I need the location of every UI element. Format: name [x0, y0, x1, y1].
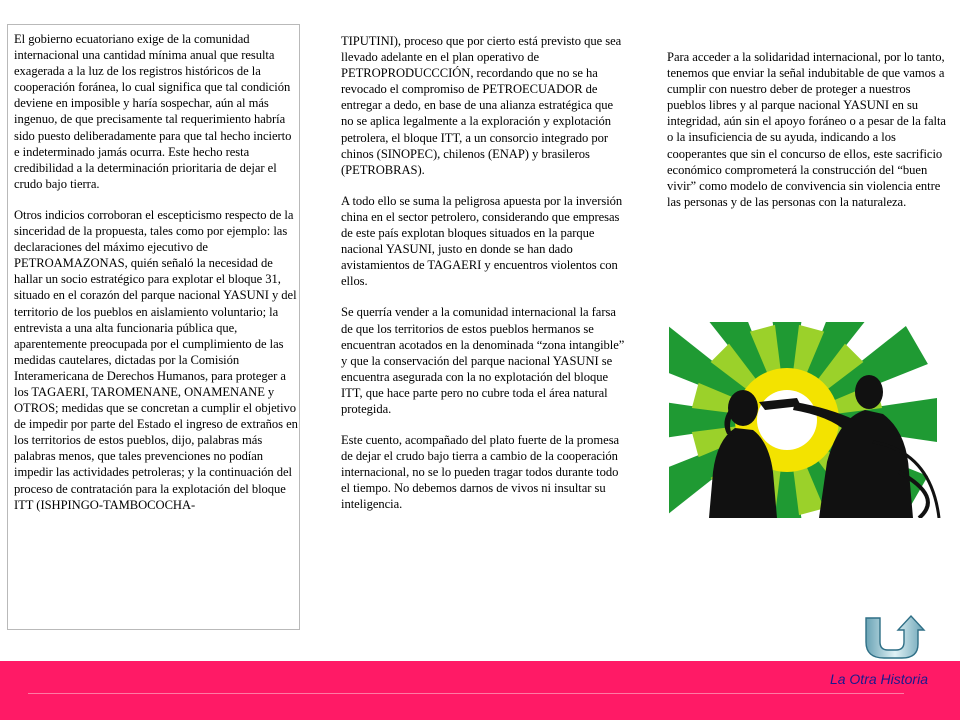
- paragraph: A todo ello se suma la peligrosa apuesta por la inversión china en el sector petrolero, considerando que empresas de este país explotan bloques situados en la parque nacional YASUNI, justo en donde se han dado avistamientos de TAGAERI y encuentros violentos con ellos.: [341, 193, 623, 289]
- sunburst-silhouette-illustration: [669, 322, 943, 518]
- footer-brand: La Otra Historia: [829, 671, 928, 687]
- text-column-1: [7, 24, 300, 630]
- paragraph: El gobierno ecuatoriano exige de la comunidad internacional una cantidad mínima anual que resulta exagerada a la luz de los registros históricos de la cooperación foránea, lo cual significa que tal condición deviene en imposible y haría sospechar, aún al más ingenuo, de que precisamente tal requerimiento habría sido puesto deliberadamente para que tal hecho incierto e indeterminado jamás ocurra. Este hecho resta credibilidad a la determinación prioritaria de dejar el crudo bajo tierra.: [14, 32, 292, 191]
- return-arrow-icon[interactable]: [862, 614, 928, 660]
- paragraph: Otros indicios corroboran el escepticismo respecto de la sinceridad de la propuesta, tales como por ejemplo: las declaraciones del máximo ejecutivo de PETROAMAZONAS, quién señaló la necesidad de hallar un socio estratégico para explotar el bloque 31, situado en el corazón del parque nacional YASUNI y del territorio de los pueblos en aislamiento voluntario; la entrevista a una alta funcionaria pública que, aparentemente preocupada por el cumplimiento de las medidas cautelares, dictadas por la Comisión Interamericana de Derechos Humanos, para proteger a los TAGAERI, TAROMENANE, ONAMENANE y OTROS; medidas que se concretan a cumplir el objetivo de impedir por parte del Estado el ingreso de extraños en los territorios de estos pueblos, dijo, palabras más palabras menos, que tales prevenciones no podían impedir las actividades petroleras; y la continuación del proceso de contratación para la explotación del bloque ITT (ISHPINGO-TAMBOCOCHA-: [14, 207, 298, 512]
- footer-divider: [28, 693, 904, 694]
- text-column-3: [663, 48, 948, 225]
- footer-bar: [0, 661, 960, 720]
- paragraph: Se querría vender a la comunidad internacional la farsa de que los territorios de estos pueblos hermanos se encuentran acotados en la denominada “zona intangible” y que la conservación del parque nacional YASUNI se encuentra asegurada con la no explotación del bloque ITT, que hace parte pero no cubre toda el área natural protegida.: [341, 305, 625, 416]
- text-column-2: [335, 32, 625, 528]
- paragraph: Para acceder a la solidaridad internacional, por lo tanto, tenemos que enviar la señal indubitable de que vamos a cumplir con nuestro deber de proteger a nuestros pueblos libres y al parque nacional YASUNI en su integridad, aún sin el apoyo foráneo o a pesar de la falta o la insuficiencia de su ayuda, indicando a los cooperantes que sin el concurso de ellos, este sacrificio económico comprometerá la construcción del “buen vivir” como modelo de convivencia sin violencia entre las personas y de las personas con la naturaleza.: [667, 50, 946, 209]
- paragraph: Este cuento, acompañado del plato fuerte de la promesa de dejar el crudo bajo tierra a cambio de la cooperación internacional, no se lo pueden tragar todos durante todo el tiempo. No debemos darnos de vivos ni insultar su inteligencia.: [341, 433, 620, 512]
- paragraph: TIPUTINI), proceso que por cierto está previsto que sea llevado adelante en el plan operativo de PETROPRODUCCCIÓN, recordando que no se ha revocado el compromiso de PETROECUADOR de entregar a dedo, en base de una alianza estratégica que no se aplica legalmente a la exploración y explotación petrolera, el bloque ITT, a un consorcio integrado por chinos (SINOPEC), chilenos (ENAP) y brasileros (PETROBRAS).: [341, 34, 622, 177]
